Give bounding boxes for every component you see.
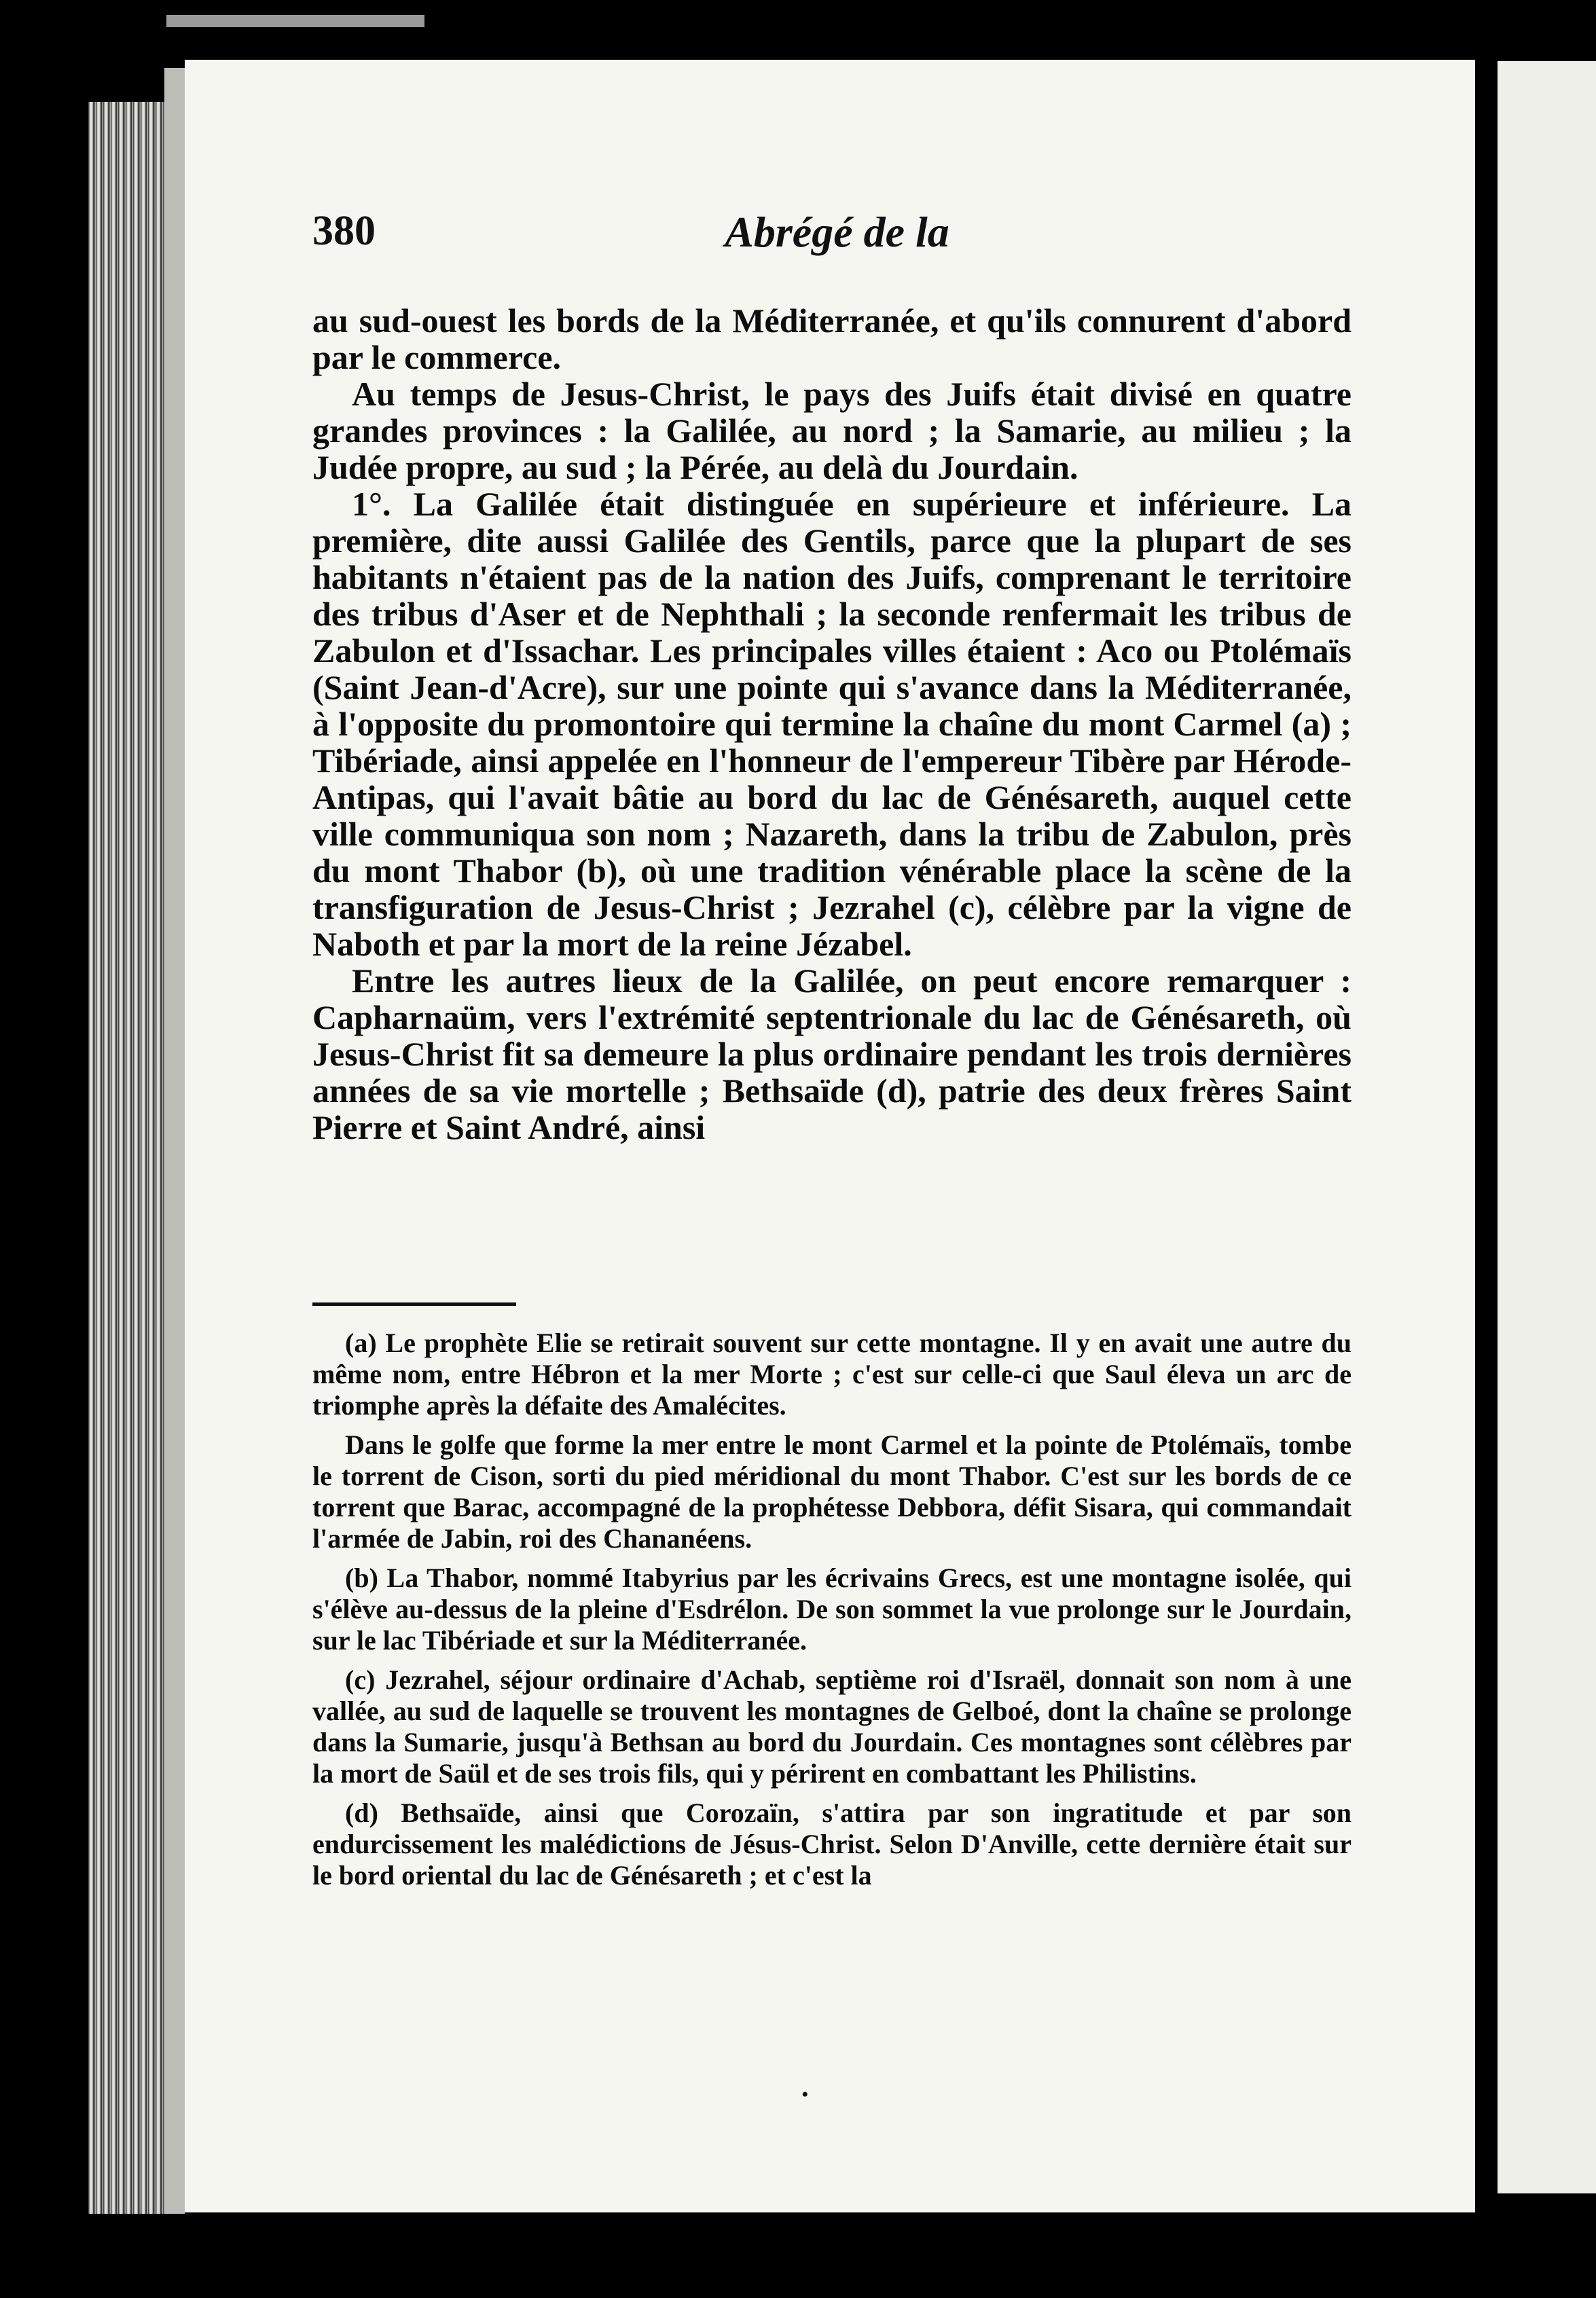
footnote: (a) Le prophète Elie se retirait souvent sur cette montagne. Il y en avait une autre du même nom, entre Hébron et la mer Morte ; c'est sur celle-ci que Saul éleva un arc de triomphe après la défaite des Amalécites. <box>312 1328 1352 1421</box>
scan-border-strip <box>166 15 424 27</box>
footnote: (c) Jezrahel, séjour ordinaire d'Achab, septième roi d'Israël, donnait son nom à une vallée, au sud de laquelle se trouvent les montagnes de Gelboé, dont la chaîne se prolonge dans la Sumarie, jusqu'à Bethsan au bord du Jourdain. Ces montagnes sont célèbres par la mort de Saül et de ses trois fils, qui y périrent en combattant les Philistins. <box>312 1664 1352 1789</box>
paragraph: 1°. La Galilée était distinguée en supérieure et inférieure. La première, dite aussi Galilée des Gentils, parce que la plupart de ses habitants n'étaient pas de la nation des Juifs, comprenant le territoire des tribus d'Aser et de Nephthali ; la seconde renfermait les tribus de Zabulon et d'Issachar. Les principales villes étaient : Aco ou Ptolémaïs (Saint Jean-d'Acre), sur une pointe qui s'avance dans la Méditerranée, à l'opposite du promontoire qui termine la chaîne du mont Carmel (a) ; Tibériade, ainsi appelée en l'honneur de l'empereur Tibère par Hérode-Antipas, qui l'avait bâtie au bord du lac de Génésareth, auquel cette ville communiqua son nom ; Nazareth, dans la tribu de Zabulon, près du mont Thabor (b), où une tradition vénérable place la scène de la transfiguration de Jesus-Christ ; Jezrahel (c), célèbre par la vigne de Naboth et par la mort de la reine Jézabel. <box>312 485 1352 963</box>
main-text <box>312 302 1352 1146</box>
paragraph: Entre les autres lieux de la Galilée, on peut encore remarquer : Capharnaüm, vers l'extrémité septentrionale du lac de Génésareth, où Jesus-Christ fit sa demeure la plus ordinaire pendant les trois dernières années de sa vie mortelle ; Bethsaïde (d), patrie des deux frères Saint Pierre et Saint André, ainsi <box>312 962 1352 1146</box>
page-header <box>312 207 1362 261</box>
running-title: Abrégé de la <box>725 208 949 256</box>
footnotes <box>312 1328 1352 1899</box>
paragraph: Au temps de Jesus-Christ, le pays des Juifs était divisé en quatre grandes provinces : la Galilée, au nord ; la Samarie, au milieu ; la Judée propre, au sud ; la Pérée, au delà du Jourdain. <box>312 375 1352 486</box>
footnote: (b) La Thabor, nommé Itabyrius par les écrivains Grecs, est une montagne isolée, qui s'élève au-dessus de la pleine d'Esdrélon. De son sommet la vue prolonge sur le Jourdain, sur le lac Tibériade et sur la Méditerranée. <box>312 1563 1352 1656</box>
footnote: Dans le golfe que forme la mer entre le mont Carmel et la pointe de Ptolémaïs, tombe le torrent de Cison, sorti du pied méridional du mont Thabor. C'est sur les bords de ce torrent que Barac, accompagné de la prophétesse Debbora, défit Sisara, qui commandait l'armée de Jabin, roi des Chananéens. <box>312 1429 1352 1554</box>
paragraph: au sud-ouest les bords de la Méditerranée, et qu'ils connurent d'abord par le commerce. <box>312 302 1352 376</box>
page-gutter-shadow <box>164 68 185 2214</box>
facing-page <box>1498 61 1596 2193</box>
footnote: (d) Bethsaïde, ainsi que Corozaïn, s'attira par son ingratitude et par son endurcissement les malédictions de Jésus-Christ. Selon D'Anville, cette dernière était sur le bord oriental du lac de Génésareth ; et c'est la <box>312 1798 1352 1891</box>
page-number: 380 <box>312 208 376 254</box>
printer-mark: • <box>801 2083 809 2106</box>
footnote-separator <box>312 1302 516 1306</box>
